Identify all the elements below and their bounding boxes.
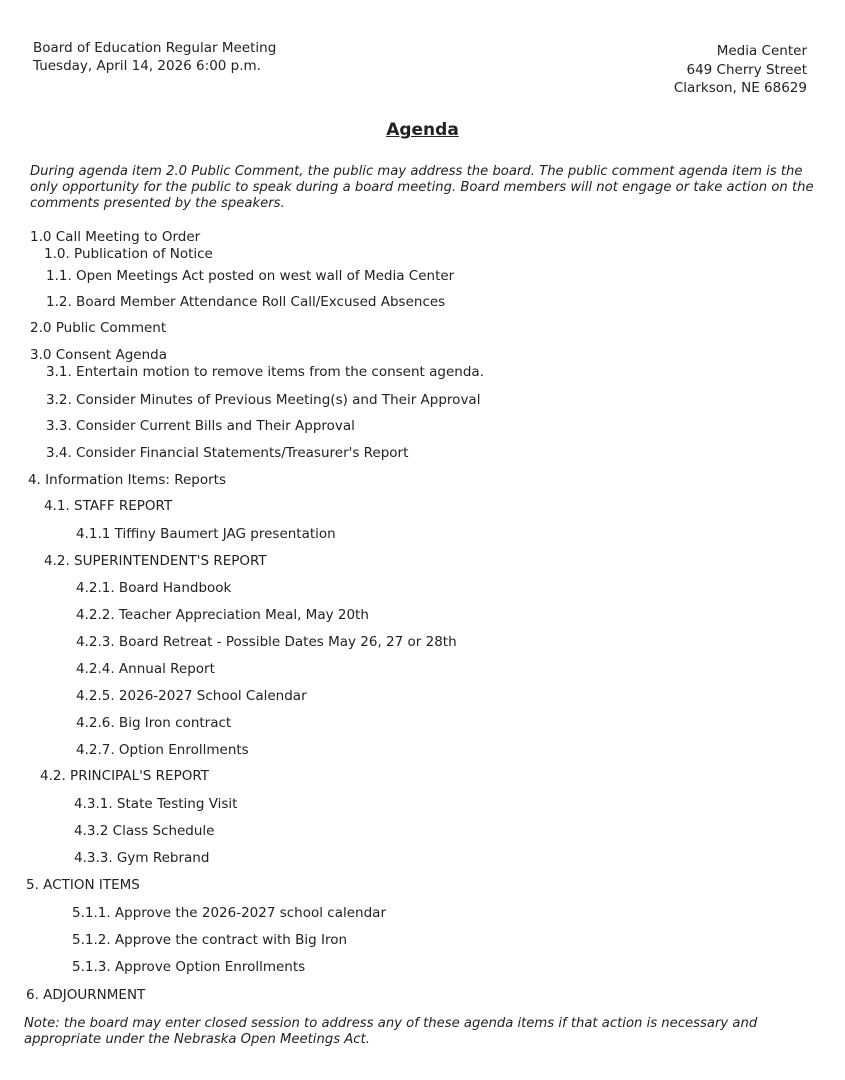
agenda-item: 4. Information Items: Reports [28, 472, 226, 488]
page-title: Agenda [386, 120, 459, 140]
location-line3: Clarkson, NE 68629 [673, 80, 807, 96]
agenda-item: 1.0 Call Meeting to Order [30, 229, 201, 245]
agenda-item: 4.2.5. 2026-2027 School Calendar [76, 688, 307, 704]
closing-note: Note: the board may enter closed session to address any of these agenda items if that action is necessary and appropriate under the Nebraska Open Meetings Act. [24, 1016, 758, 1047]
agenda-item: 3.0 Consent Agenda [30, 347, 167, 363]
location-line1: Media Center [716, 43, 807, 59]
agenda-item: 5.1.1. Approve the 2026-2027 school calendar [72, 905, 387, 921]
agenda-item: 3.2. Consider Minutes of Previous Meeting(s) and Their Approval [46, 392, 481, 408]
agenda-item: 4.2.7. Option Enrollments [76, 742, 249, 758]
meeting-datetime: Tuesday, April 14, 2026 6:00 p.m. [33, 58, 261, 74]
agenda-item: 2.0 Public Comment [30, 320, 167, 336]
agenda-item: 4.2.1. Board Handbook [76, 580, 232, 596]
agenda-item: 1.0. Publication of Notice [44, 246, 213, 262]
agenda-item: 3.4. Consider Financial Statements/Treasurer's Report [46, 445, 409, 461]
location-line2: 649 Cherry Street [686, 62, 807, 78]
agenda-item: 4.2. PRINCIPAL'S REPORT [40, 768, 209, 784]
agenda-item: 4.2.2. Teacher Appreciation Meal, May 20th [76, 607, 369, 623]
agenda-item: 4.2.4. Annual Report [76, 661, 215, 677]
intro-paragraph: During agenda item 2.0 Public Comment, the public may address the board. The public comment agenda item is the only opportunity for the public to speak during a board meeting. Board members will not engage or take action on the comments presented by the speakers. [30, 164, 814, 211]
agenda-item: 3.1. Entertain motion to remove items from the consent agenda. [46, 364, 484, 380]
agenda-item: 5.1.3. Approve Option Enrollments [72, 959, 306, 975]
meeting-title: Board of Education Regular Meeting [33, 40, 277, 56]
agenda-item: 4.2.6. Big Iron contract [76, 715, 232, 731]
agenda-item: 1.1. Open Meetings Act posted on west wall of Media Center [46, 268, 455, 284]
agenda-item: 4.2. SUPERINTENDENT'S REPORT [44, 553, 267, 569]
agenda-item: 1.2. Board Member Attendance Roll Call/Excused Absences [46, 294, 446, 310]
agenda-item: 4.1. STAFF REPORT [44, 498, 173, 514]
agenda-item: 3.3. Consider Current Bills and Their Approval [46, 418, 355, 434]
agenda-item: 4.2.3. Board Retreat - Possible Dates May 26, 27 or 28th [76, 634, 457, 650]
agenda-item: 4.3.3. Gym Rebrand [74, 850, 210, 866]
agenda-item: 5.1.2. Approve the contract with Big Iron [72, 932, 348, 948]
agenda-item: 6. ADJOURNMENT [26, 987, 146, 1003]
agenda-item: 4.1.1 Tiffiny Baumert JAG presentation [76, 526, 336, 542]
agenda-item: 4.3.2 Class Schedule [74, 823, 215, 839]
agenda-item: 5. ACTION ITEMS [26, 877, 140, 893]
agenda-item: 4.3.1. State Testing Visit [74, 796, 238, 812]
